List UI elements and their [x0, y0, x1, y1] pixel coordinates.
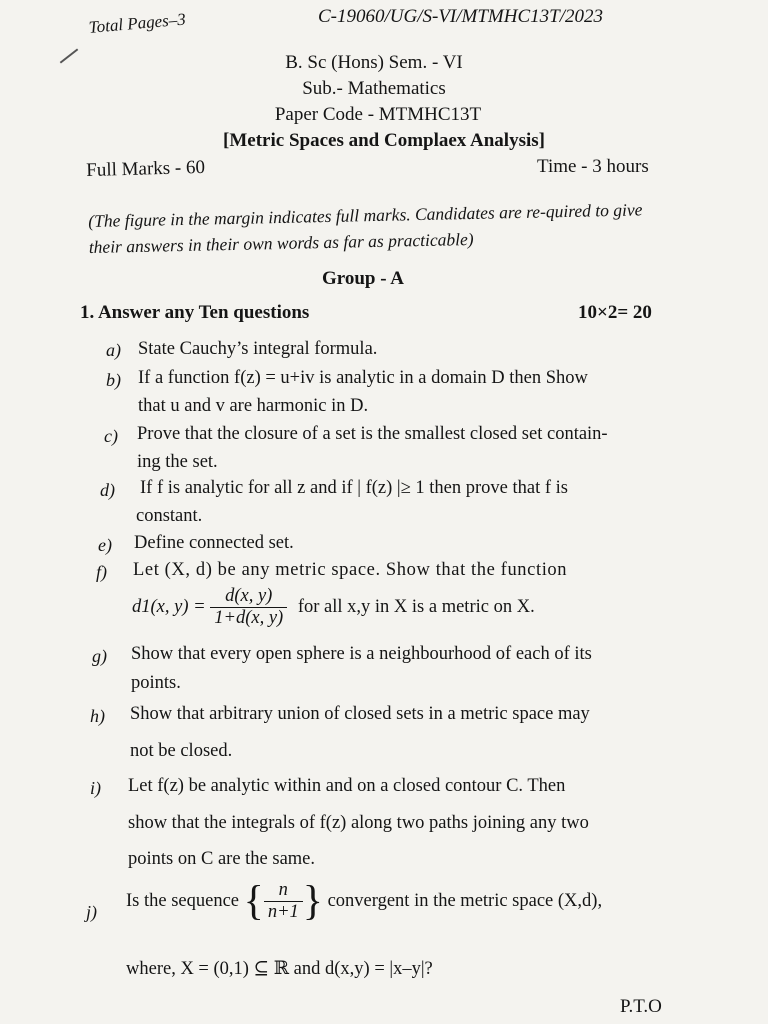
item-b-line-1: If a function f(z) = u+iv is analytic in a domain D then Show [138, 368, 588, 388]
sequence-numerator: n [278, 880, 288, 900]
item-f-formula [132, 586, 535, 629]
sequence-rest: convergent in the metric space (X,d), [327, 891, 603, 911]
item-c-line-2: ing the set. [137, 452, 218, 472]
item-i-line-1: Let f(z) be analytic within and on a closed contour C. Then [128, 776, 566, 796]
degree-line: B. Sc (Hons) Sem. - VI [285, 52, 463, 73]
item-e-label: e) [98, 535, 112, 555]
subject-line: Sub.- Mathematics [302, 78, 446, 99]
item-h-line-2: not be closed. [130, 741, 233, 761]
exam-code: C-19060/UG/S-VI/MTMHC13T/2023 [318, 6, 603, 27]
item-h-line-1: Show that arbitrary union of closed sets in a metric space may [130, 704, 590, 724]
question-title: 1. Answer any Ten questions [80, 302, 310, 323]
item-g-label: g) [92, 646, 107, 666]
item-b-label: b) [106, 370, 121, 390]
item-f-label: f) [96, 562, 107, 582]
formula-lhs: d1(x, y) = [132, 597, 206, 617]
total-pages: Total Pages–3 [88, 9, 187, 37]
item-g-line-1: Show that every open sphere is a neighbourhood of each of its [131, 644, 592, 664]
formula-fraction [210, 586, 287, 629]
item-d-line-2: constant. [136, 506, 203, 526]
sequence-intro: Is the sequence [126, 891, 240, 911]
item-i-line-2: show that the integrals of f(z) along two paths joining any two [128, 813, 589, 833]
item-i-line-3: points on C are the same. [128, 849, 316, 869]
sequence-denominator: n+1 [264, 901, 303, 923]
formula-rest: for all x,y in X is a metric on X. [297, 597, 535, 617]
instructions-note: (The figure in the margin indicates full marks. Candidates are re-quired to give their answers in their own words as far as practicable) [88, 199, 643, 257]
item-j-line-1 [126, 880, 602, 923]
item-j-line-2: where, X = (0,1) ⊆ ℝ and d(x,y) = |x–y|? [126, 959, 433, 979]
question-marks: 10×2= 20 [578, 302, 652, 323]
item-d-label: d) [100, 480, 115, 500]
item-i-label: i) [90, 778, 101, 798]
item-h-label: h) [90, 706, 105, 726]
pto: P.T.O [620, 996, 662, 1017]
item-c-line-1: Prove that the closure of a set is the smallest closed set contain- [137, 424, 608, 444]
item-j-label: j) [86, 902, 97, 922]
item-c-label: c) [104, 426, 118, 446]
brace-left: { [243, 878, 264, 925]
paper-code: Paper Code - MTMHC13T [274, 104, 482, 125]
brace-right: } [302, 878, 323, 925]
item-a-line-1: State Cauchy’s integral formula. [138, 339, 378, 359]
formula-numerator: d(x, y) [225, 586, 273, 606]
item-a-label: a) [106, 340, 121, 360]
formula-denominator: 1+d(x, y) [210, 607, 287, 629]
exam-time: Time - 3 hours [537, 156, 649, 177]
item-g-line-2: points. [131, 673, 181, 693]
item-d-line-1: If f is analytic for all z and if | f(z) |≥ 1 then prove that f is [140, 478, 569, 498]
item-e-line-1: Define connected set. [134, 533, 294, 553]
full-marks: Full Marks - 60 [86, 156, 206, 181]
group-heading: Group - A [322, 268, 405, 289]
sequence-fraction [264, 880, 303, 923]
paper-title: [Metric Spaces and Complaex Analysis] [223, 130, 545, 151]
item-f-line-1: Let (X, d) be any metric space. Show that the function [133, 560, 568, 580]
item-b-line-2: that u and v are harmonic in D. [138, 396, 369, 416]
